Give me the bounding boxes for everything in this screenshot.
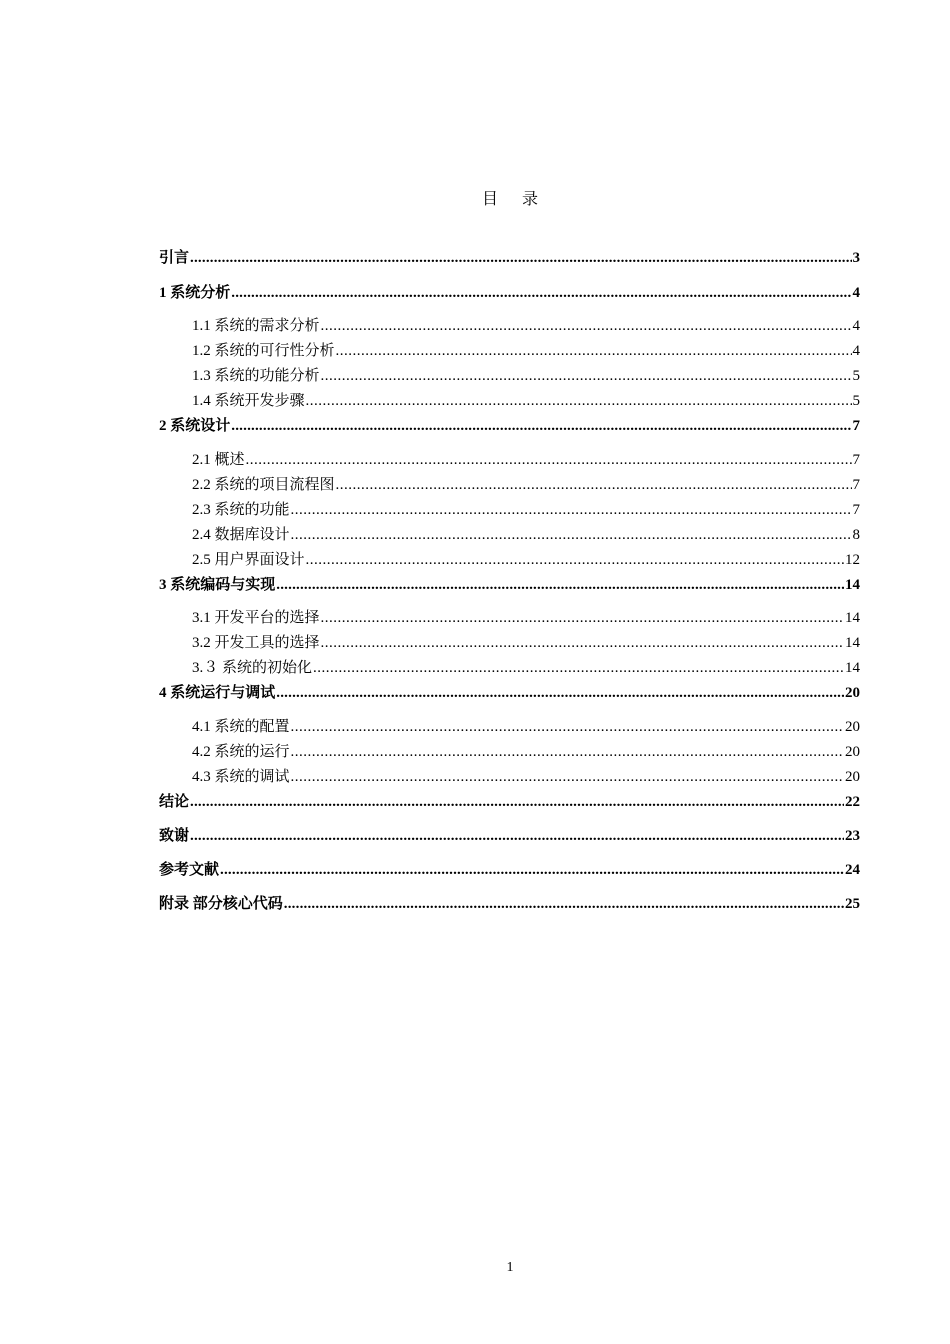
- toc-entry-page: 14: [845, 660, 860, 676]
- toc-entry-page: 14: [845, 610, 860, 626]
- toc-title: 目 录: [481, 191, 548, 208]
- toc-entry-page: 5: [852, 368, 860, 384]
- toc-entry-section-2-4[interactable]: [192, 523, 860, 543]
- toc-entry-label: 2 系统设计: [159, 418, 231, 434]
- toc-entry-page: 23: [845, 828, 860, 844]
- toc-entry-section-4-1[interactable]: [192, 715, 860, 735]
- toc-entry-acknowledgements[interactable]: [159, 824, 860, 844]
- dot-leader: [321, 368, 852, 385]
- toc-entry-label: 2.1 概述: [192, 452, 245, 468]
- toc-entry-label: 2.5 用户界面设计: [192, 552, 305, 568]
- dot-leader: [336, 477, 852, 494]
- toc-entry-label: 2.4 数据库设计: [192, 527, 290, 543]
- toc-entry-section-2-2[interactable]: [192, 473, 860, 493]
- toc-entry-page: 5: [852, 393, 860, 409]
- toc-entry-section-4-3[interactable]: [192, 765, 860, 785]
- toc-entry-label: 4.2 系统的运行: [192, 744, 290, 760]
- dot-leader: [246, 452, 852, 469]
- toc-entry-page: 7: [852, 418, 860, 434]
- toc-entry-section-3-2[interactable]: [192, 631, 860, 651]
- dot-leader: [306, 552, 844, 569]
- toc-entry-page: 20: [845, 769, 860, 785]
- dot-leader: [321, 318, 852, 335]
- dot-leader: [291, 719, 844, 736]
- dot-leader: [321, 610, 844, 627]
- toc-entry-section-2-1[interactable]: [192, 448, 860, 468]
- toc-entry-section-1-3[interactable]: [192, 364, 860, 384]
- toc-entry-label: 4 系统运行与调试: [159, 685, 276, 701]
- toc-entry-page: 24: [845, 862, 860, 878]
- toc-entry-page: 14: [845, 577, 860, 593]
- toc-entry-label: 4.1 系统的配置: [192, 719, 290, 735]
- toc-entry-page: 25: [845, 896, 860, 912]
- dot-leader: [321, 635, 844, 652]
- toc-entry-label: 1.1 系统的需求分析: [192, 318, 320, 334]
- dot-leader: [231, 418, 851, 435]
- toc-entry-page: 4: [852, 318, 860, 334]
- dot-leader: [276, 685, 844, 702]
- toc-entry-label: 1.3 系统的功能分析: [192, 368, 320, 384]
- toc-entry-chapter-3[interactable]: [159, 573, 860, 593]
- toc-entry-section-2-5[interactable]: [192, 548, 860, 568]
- toc-entry-label: 3.1 开发平台的选择: [192, 610, 320, 626]
- toc-entry-section-1-4[interactable]: [192, 389, 860, 409]
- toc-entry-label: 2.3 系统的功能: [192, 502, 290, 518]
- toc-entry-section-3-3[interactable]: [192, 656, 860, 676]
- toc-entry-label: 致谢: [159, 828, 190, 844]
- toc-entry-page: 7: [852, 477, 860, 493]
- dot-leader: [220, 862, 844, 879]
- toc-entry-label: 3 系统编码与实现: [159, 577, 276, 593]
- toc-entry-page: 22: [845, 794, 860, 810]
- toc-entry-section-2-3[interactable]: [192, 498, 860, 518]
- toc-entry-page: 3: [852, 250, 860, 266]
- dot-leader: [291, 502, 852, 519]
- toc-entry-label: 3.2 开发工具的选择: [192, 635, 320, 651]
- dot-leader: [313, 660, 844, 677]
- toc-entry-label: 附录 部分核心代码: [159, 896, 283, 912]
- toc-entry-page: 14: [845, 635, 860, 651]
- toc-entry-label: 结论: [159, 794, 190, 810]
- dot-leader: [284, 896, 844, 913]
- toc-entry-label: 参考文献: [159, 862, 220, 878]
- toc-entry-label: 4.3 系统的调试: [192, 769, 290, 785]
- toc-entry-page: 20: [845, 685, 860, 701]
- toc-entry-page: 4: [852, 285, 860, 301]
- dot-leader: [291, 769, 844, 786]
- dot-leader: [336, 343, 852, 360]
- dot-leader: [291, 744, 844, 761]
- dot-leader: [190, 828, 844, 845]
- toc-entry-references[interactable]: [159, 858, 860, 878]
- toc-entry-section-1-2[interactable]: [192, 339, 860, 359]
- toc-entry-page: 4: [852, 343, 860, 359]
- toc-entry-chapter-4[interactable]: [159, 681, 860, 701]
- toc-entry-section-4-2[interactable]: [192, 740, 860, 760]
- toc-entry-label: 2.2 系统的项目流程图: [192, 477, 335, 493]
- dot-leader: [291, 527, 852, 544]
- dot-leader: [190, 794, 844, 811]
- toc-entry-section-1-1[interactable]: [192, 314, 860, 334]
- toc-entry-label: 3.３ 系统的初始化: [192, 660, 313, 676]
- toc-entry-page: 12: [845, 552, 860, 568]
- toc-entry-page: 7: [852, 452, 860, 468]
- toc-entry-appendix[interactable]: [159, 892, 860, 912]
- dot-leader: [231, 285, 851, 302]
- toc-entry-introduction[interactable]: [159, 246, 860, 266]
- toc-entry-page: 20: [845, 719, 860, 735]
- dot-leader: [190, 250, 851, 267]
- toc-entry-section-3-1[interactable]: [192, 606, 860, 626]
- toc-entry-page: 7: [852, 502, 860, 518]
- toc-entry-chapter-2[interactable]: [159, 414, 860, 434]
- toc-entry-chapter-1[interactable]: [159, 281, 860, 301]
- toc-entry-label: 1.2 系统的可行性分析: [192, 343, 335, 359]
- toc-entry-label: 引言: [159, 250, 190, 266]
- dot-leader: [276, 577, 844, 594]
- page-number: 1: [506, 1260, 514, 1275]
- dot-leader: [306, 393, 852, 410]
- toc-entry-label: 1 系统分析: [159, 285, 231, 301]
- toc-entry-conclusion[interactable]: [159, 790, 860, 810]
- toc-entry-page: 8: [852, 527, 860, 543]
- toc-entry-page: 20: [845, 744, 860, 760]
- toc-entry-label: 1.4 系统开发步骤: [192, 393, 305, 409]
